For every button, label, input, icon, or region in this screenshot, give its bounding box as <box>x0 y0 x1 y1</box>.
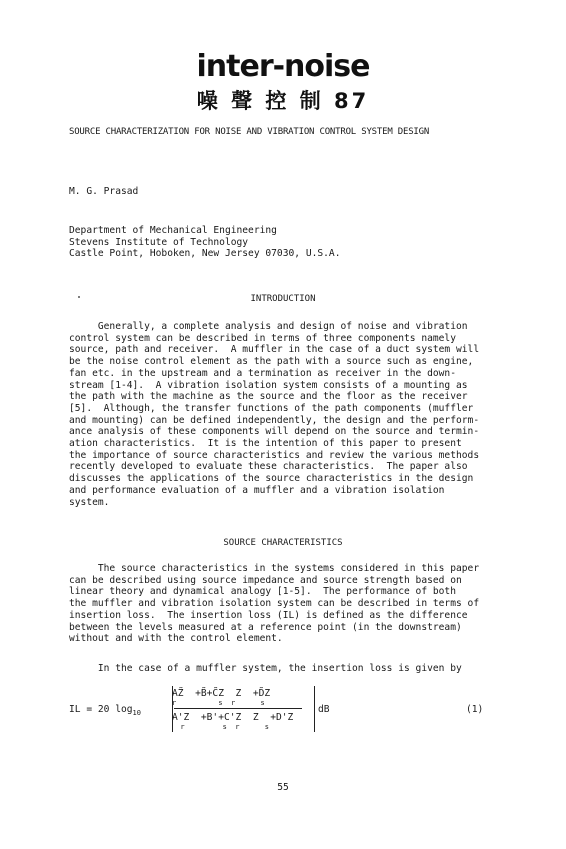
text-line: can be described using source impedance and source strength based on <box>69 574 462 586</box>
section-heading-introduction: INTRODUCTION <box>250 294 316 304</box>
equation-lhs-text: IL = 20 log <box>69 704 133 715</box>
equation-numerator <box>172 688 270 707</box>
text-line: source, path and receiver. A muffler in the case of a duct system will <box>69 344 480 356</box>
text-line: ance analysis of these components will depend on the source and termin- <box>69 426 480 438</box>
equation-number: (1) <box>466 704 484 715</box>
text-line: linear theory and dynamical analogy [1-5]. The performance of both <box>69 586 456 598</box>
text-line: the path with the machine as the source and the floor as the receiver <box>69 391 468 403</box>
text-line: insertion loss. The insertion loss (IL) is defined as the difference <box>69 609 468 621</box>
equation-lhs <box>69 704 141 720</box>
affiliation-line: Castle Point, Hoboken, New Jersey 07030, U.S.A. <box>69 248 341 260</box>
text-line: Generally, a complete analysis and design of noise and vibration <box>69 321 468 332</box>
equation-numerator-subscripts: r s r s <box>172 698 265 707</box>
text-line: The source characteristics in the systems considered in this paper <box>69 563 480 574</box>
muffler-lead-in <box>69 663 499 675</box>
affiliation-line: Stevens Institute of Technology <box>69 236 249 248</box>
text-line: the muffler and vibration isolation system can be described in terms of <box>69 598 480 610</box>
affiliation-line: Department of Mechanical Engineering <box>69 225 277 236</box>
text-line: In the case of a muffler system, the insertion loss is given by <box>69 663 462 674</box>
source-characteristics-paragraph <box>69 563 499 645</box>
introduction-paragraph <box>69 321 499 508</box>
text-line: the importance of source characteristics and review the various methods <box>69 449 480 461</box>
text-line: fan etc. in the upstream and a termination as receiver in the down- <box>69 367 456 379</box>
text-line: be the noise control element as the path with a source such as engine, <box>69 356 474 368</box>
section-heading-source-characteristics: SOURCE CHARACTERISTICS <box>223 538 343 548</box>
equation-unit: dB <box>318 704 330 715</box>
text-line: system. <box>69 496 110 508</box>
author-name: M. G. Prasad <box>69 186 139 197</box>
text-line: discusses the applications of the source characteristics in the design <box>69 473 474 485</box>
text-line: ation characteristics. It is the intention of this paper to present <box>69 438 462 450</box>
text-line: recently developed to evaluate these characteristics. The paper also <box>69 461 468 473</box>
abs-bar-right <box>314 686 315 732</box>
equation-log-base: 10 <box>132 708 141 717</box>
affiliation-block <box>69 225 340 260</box>
equation-denominator-text: A'Z +B'+C'Z Z +D'Z <box>172 712 294 723</box>
equation-denominator <box>172 712 293 731</box>
equation-numerator-text: AZ̃ +B̃+C̃Z Z +D̃Z <box>172 688 271 699</box>
text-line: control system can be described in terms of three components namely <box>69 332 456 344</box>
text-line: between the levels measured at a reference point (in the downstream) <box>69 621 462 633</box>
text-line: without and with the control element. <box>69 633 283 645</box>
fraction-bar <box>174 708 302 709</box>
page-number: 55 <box>277 782 289 793</box>
paper-title: SOURCE CHARACTERIZATION FOR NOISE AND VIBRATION CONTROL SYSTEM DESIGN <box>69 127 430 137</box>
text-line: and performance evaluation of a muffler and a vibration isolation <box>69 484 445 496</box>
conference-logo-chinese: 噪 聲 控 制 87 <box>196 89 370 113</box>
conference-logo: inter-noise <box>196 49 370 84</box>
text-line: [5]. Although, the transfer functions of the path components (muffler <box>69 402 474 414</box>
text-line: and mounting) can be defined independently, the design and the perform- <box>69 414 480 426</box>
equation-denominator-subscripts: r s r s <box>172 722 269 731</box>
text-line: stream [1-4]. A vibration isolation system consists of a mounting as <box>69 379 468 391</box>
